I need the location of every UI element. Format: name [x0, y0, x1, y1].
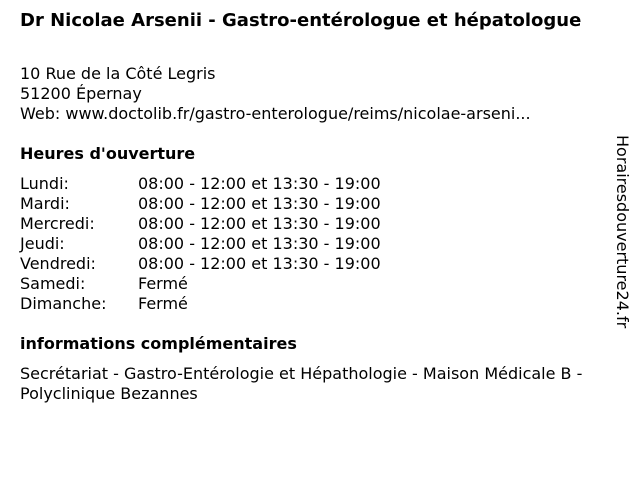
hours-value: 08:00 - 12:00 et 13:30 - 19:00: [138, 254, 381, 273]
hours-value: 08:00 - 12:00 et 13:30 - 19:00: [138, 174, 381, 193]
address-city: 51200 Épernay: [20, 84, 142, 103]
info-text: Secrétariat - Gastro-Entérologie et Hépathologie - Maison Médicale B - Polyclinique Bezannes: [20, 364, 583, 403]
day-label: Samedi:: [20, 274, 86, 293]
day-label: Dimanche:: [20, 294, 107, 313]
hours-heading: Heures d'ouverture: [20, 144, 196, 163]
hours-value: Fermé: [138, 294, 188, 313]
day-label: Lundi:: [20, 174, 69, 193]
day-label: Vendredi:: [20, 254, 96, 273]
hours-value: 08:00 - 12:00 et 13:30 - 19:00: [138, 194, 381, 213]
page-title: Dr Nicolae Arsenii - Gastro-entérologue et hépatologue: [20, 10, 582, 31]
address-street: 10 Rue de la Côté Legris: [20, 64, 216, 83]
day-label: Mardi:: [20, 194, 70, 213]
hours-value: Fermé: [138, 274, 188, 293]
info-heading: informations complémentaires: [20, 334, 297, 353]
website-text: Web: www.doctolib.fr/gastro-enterologue/reims/nicolae-arseni...: [20, 104, 531, 123]
day-label: Mercredi:: [20, 214, 95, 233]
day-label: Jeudi:: [20, 234, 65, 253]
site-watermark: Horairesdouverture24.fr: [613, 135, 632, 329]
hours-value: 08:00 - 12:00 et 13:30 - 19:00: [138, 214, 381, 233]
address-block: [20, 64, 531, 124]
hours-value: 08:00 - 12:00 et 13:30 - 19:00: [138, 234, 381, 253]
